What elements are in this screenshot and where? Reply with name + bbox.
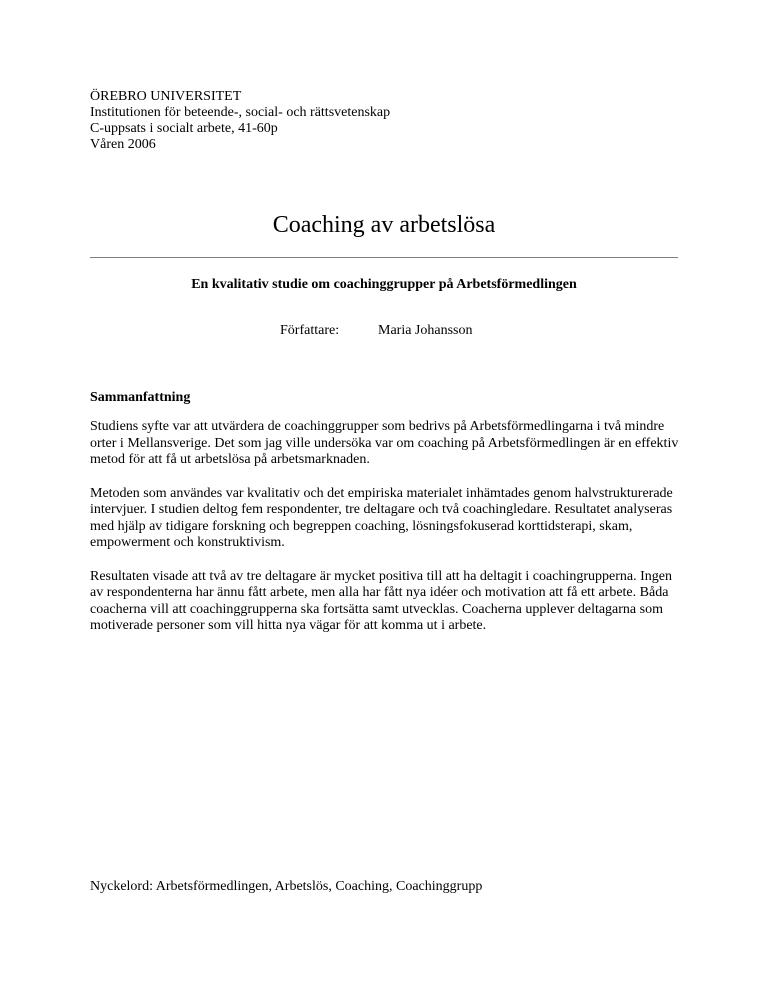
author-label: Författare:: [280, 323, 340, 338]
summary-paragraph: Metoden som användes var kvalitativ och det empiriska materialet inhämtades genom halvstrukturerade intervjuer. I studien deltog fem respondenter, tre deltagare och två coachingledare. Resultatet analyseras med hjälp av tidigare forskning och begreppen coaching, lösningsfokuserad korttidsterapi, skam, empowerment och konstruktivism.: [90, 485, 673, 550]
summary-paragraph: Resultaten visade att två av tre deltagare är mycket positiva till att ha deltagit i coachingrupperna. Ingen av respondenterna har ännu fått arbete, men alla har fått nya idéer och motivation att få ett arbete. Båda coacherna vill att coachinggrupperna ska fortsätta samt utvecklas. Coacherna upplever deltagarna som motiverade personer som vill hitta nya vägar för att komma ut i arbete.: [90, 568, 672, 633]
author-line: [280, 322, 473, 340]
summary-paragraph: Studiens syfte var att utvärdera de coachinggrupper som bedrivs på Arbetsförmedlingarna i två mindre orter i Mellansverige. Det som jag ville undersöka var om coaching på Arbetsförmedlingen är en effektiv metod för att få ut arbetslösa på arbetsmarknaden.: [90, 419, 679, 467]
term: Våren 2006: [90, 137, 156, 152]
institution-header: [90, 89, 690, 153]
author-name: Maria Johansson: [378, 323, 473, 338]
course-name: C-uppsats i socialt arbete, 41-60p: [90, 121, 278, 136]
summary-body: [90, 419, 680, 652]
department-name: Institutionen för beteende-, social- och rättsvetenskap: [90, 105, 391, 120]
keywords-line: Nyckelord: Arbetsförmedlingen, Arbetslös, Coaching, Coachinggrupp: [90, 879, 483, 894]
summary-heading: Sammanfattning: [90, 390, 191, 405]
title-divider: [90, 257, 678, 258]
document-title: Coaching av arbetslösa: [272, 212, 496, 238]
university-name: ÖREBRO UNIVERSITET: [90, 89, 242, 104]
document-subtitle: En kvalitativ studie om coachinggrupper på Arbetsförmedlingen: [191, 277, 577, 292]
